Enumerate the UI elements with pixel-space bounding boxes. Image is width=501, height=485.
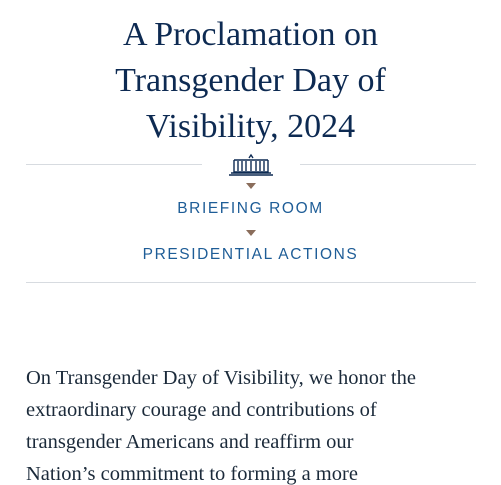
breadcrumb-presidential-actions[interactable]: PRESIDENTIAL ACTIONS: [142, 246, 359, 263]
breadcrumb-briefing-room[interactable]: BRIEFING ROOM: [177, 200, 324, 217]
divider-rule-right: [300, 164, 476, 165]
page-title-line: Visibility, 2024: [145, 108, 356, 145]
page-title-line: Transgender Day of: [115, 62, 386, 99]
divider-rule-left: [26, 164, 202, 165]
white-house-icon: [226, 152, 276, 176]
breadcrumb-bottom-rule: [26, 282, 476, 283]
article-body-line: Nation’s commitment to forming a more: [26, 463, 358, 485]
article-body-line: transgender Americans and reaffirm our: [26, 431, 354, 453]
article-body: [26, 362, 486, 485]
article-body-line: On Transgender Day of Visibility, we honor the: [26, 367, 416, 389]
article-body-line: extraordinary courage and contributions of: [26, 399, 377, 421]
caret-down-icon: [246, 183, 256, 189]
title-divider: [26, 152, 476, 176]
page-title: [0, 12, 501, 150]
caret-down-icon: [246, 230, 256, 236]
page-title-line: A Proclamation on: [123, 16, 378, 53]
